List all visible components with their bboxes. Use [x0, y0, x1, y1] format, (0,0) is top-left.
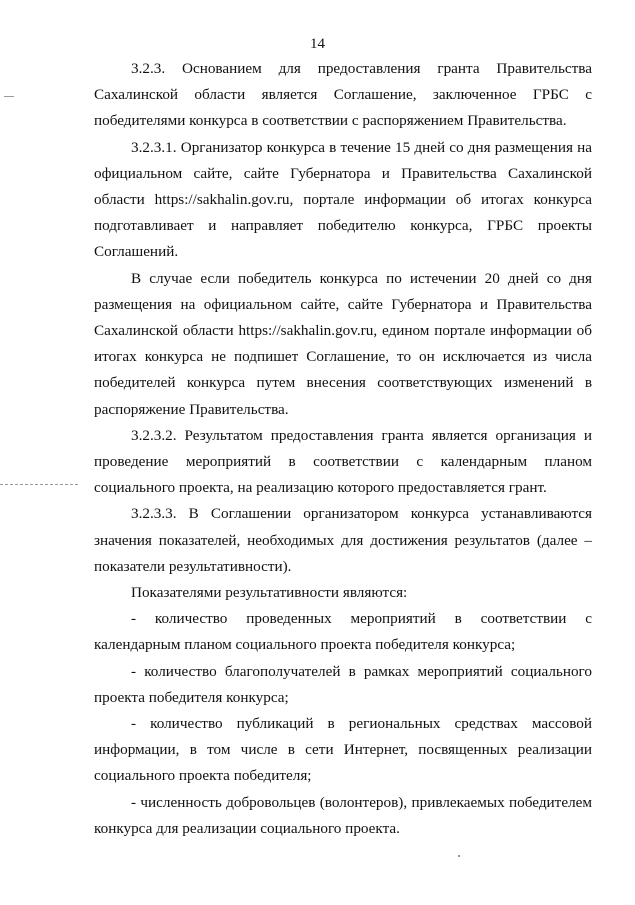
paragraph-3-2-3-2: 3.2.3.2. Результатом предоставления гранта является организация и проведение мероприятий в соответствии с календарным планом социального проекта, на реализацию которого предоставляется грант.: [94, 426, 592, 497]
list-item-beneficiaries-count: - количество благополучателей в рамках мероприятий социального проекта победителя конкурса;: [94, 662, 592, 706]
paragraph-indicators-intro: Показателями результативности являются:: [131, 584, 408, 602]
scan-artifact-speck: [458, 855, 460, 857]
paragraph-3-2-3-3: 3.2.3.3. В Соглашении организатором конкурса устанавливаются значения показателей, необходимых для достижения результатов (далее – показатели результативности).: [94, 505, 592, 575]
list-item-publications-count: - количество публикаций в региональных средствах массовой информации, в том числе в сети Интернет, посвященных реализации социального проекта победителя;: [94, 715, 592, 785]
paragraph-winner-not-signed: В случае если победитель конкурса по истечении 20 дней со дня размещения на официальном сайте, сайте Губернатора и Правительства Сахалинской области https://sakhalin.gov.ru, едином портале информации об итогах конкурса не подпишет Соглашение, то он исключается из числа победителей конкурса путем внесения соответствующих изменений в распоряжение Правительства.: [94, 269, 592, 418]
scan-artifact-dashes: [0, 484, 78, 486]
document-body: [94, 56, 592, 842]
page-number: 14: [310, 36, 325, 52]
paragraph-3-2-3: 3.2.3. Основанием для предоставления гранта Правительства Сахалинской области является Соглашение, заключенное ГРБС с победителями конкурса в соответствии с распоряжением Правительства.: [94, 60, 592, 130]
scan-artifact-mark: [4, 96, 14, 97]
list-item-volunteers-count: - численность добровольцев (волонтеров), привлекаемых победителем конкурса для реализации социального проекта.: [94, 793, 592, 837]
paragraph-3-2-3-1: 3.2.3.1. Организатор конкурса в течение 15 дней со дня размещения на официальном сайте, сайте Губернатора и Правительства Сахалинской области https://sakhalin.gov.ru, портале информации об итогах конкурса подготавливает и направляет победителю конкурса, ГРБС проекты Соглашений.: [94, 138, 592, 261]
list-item-events-count: - количество проведенных мероприятий в соответствии с календарным планом социального проекта победителя конкурса;: [94, 610, 592, 654]
